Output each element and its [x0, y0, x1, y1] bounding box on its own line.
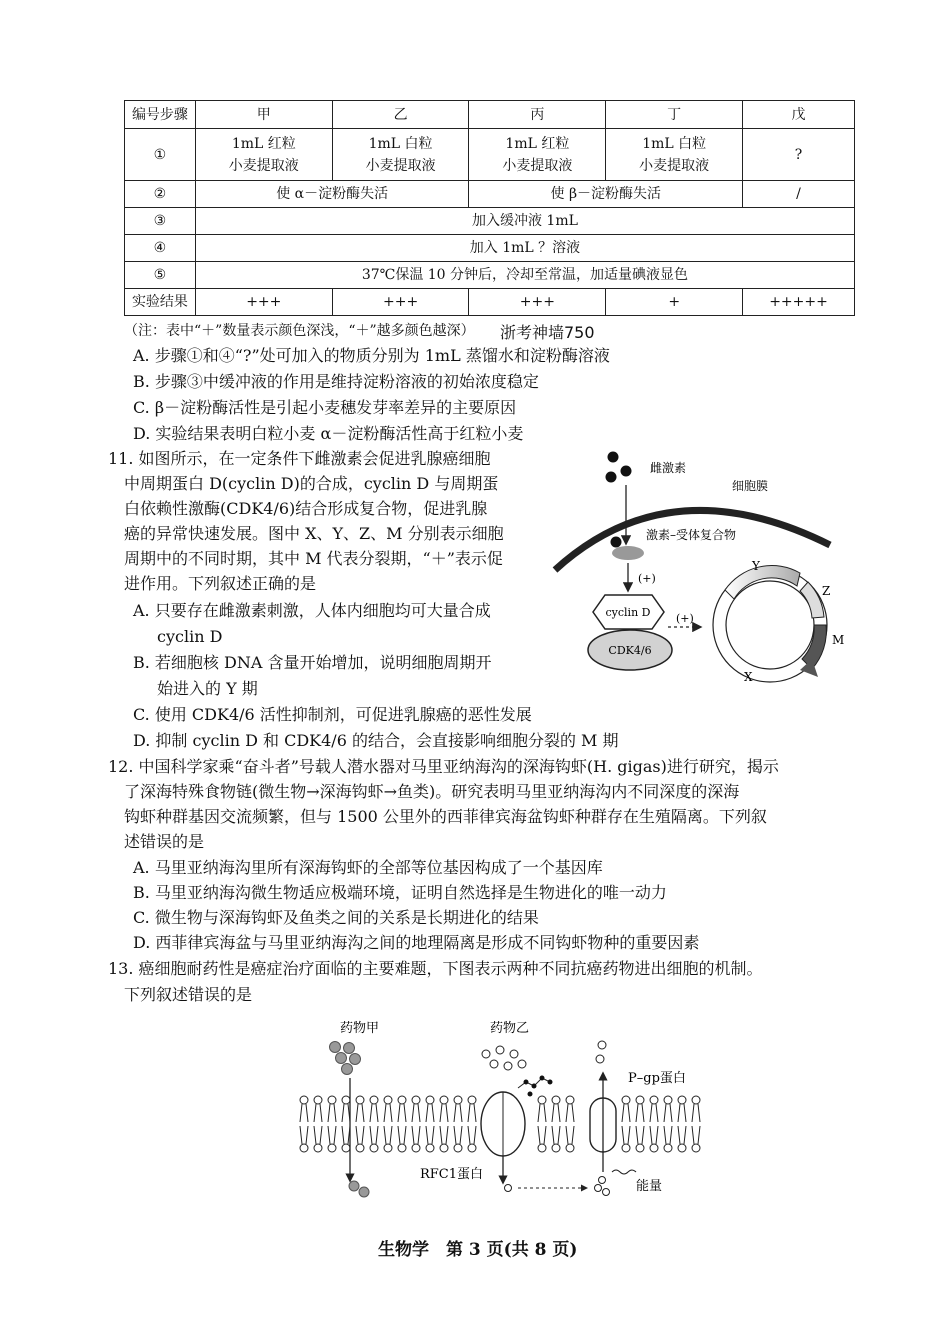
drug-a-dot	[349, 1181, 359, 1191]
drug-a-dot	[359, 1187, 369, 1197]
q11-stem: 11. 如图所示，在一定条件下雌激素会促进乳腺癌细胞	[108, 449, 491, 468]
q13-stem: 下列叙述错误的是	[124, 985, 253, 1004]
q11-option-b-cont: 始进入的 Y 期	[157, 679, 258, 698]
lipid-tail	[440, 1104, 448, 1122]
hormone-dot	[606, 472, 617, 483]
q12-option-b: B. 马里亚纳海沟微生物适应极端环境，证明自然选择是生物进化的唯一动力	[133, 883, 667, 902]
q12-stem: 12. 中国科学家乘“奋斗者”号载人潜水器对马里亚纳海沟的深海钩虾(H. gigas)进行研究，揭示	[108, 757, 779, 776]
drug-a-dot	[344, 1043, 355, 1054]
lipid-head	[342, 1096, 350, 1104]
q11-stem: 中周期蛋白 D(cyclin D)的合成，cyclin D 与周期蛋	[124, 474, 499, 493]
lipid-head	[314, 1144, 322, 1152]
drug-a-dot	[336, 1053, 347, 1064]
table-cell: 使 β－淀粉酶失活	[469, 181, 743, 208]
lipid-tail	[300, 1126, 308, 1144]
lipid-tail	[552, 1126, 560, 1144]
lipid-tail	[692, 1104, 700, 1122]
lipid-head	[370, 1144, 378, 1152]
lipid-tail	[622, 1126, 630, 1144]
q11-option-c: C. 使用 CDK4/6 活性抑制剂，可促进乳腺癌的恶性发展	[133, 705, 532, 724]
lipid-tail	[384, 1126, 392, 1144]
lipid-head	[664, 1144, 672, 1152]
lipid-head	[300, 1144, 308, 1152]
table-row	[125, 208, 855, 235]
lipid-head	[370, 1096, 378, 1104]
q11-option-d: D. 抑制 cyclin D 和 CDK4/6 的结合，会直接影响细胞分裂的 M 期	[133, 731, 619, 750]
table-header: 丙	[469, 101, 606, 129]
page-footer: 生物学 第 3 页(共 8 页)	[378, 1240, 578, 1260]
energy-label: 能量	[636, 1179, 663, 1194]
q12-stem: 述错误的是	[124, 832, 205, 851]
lipid-head	[356, 1096, 364, 1104]
q13-stem: 13. 癌细胞耐药性是癌症治疗面临的主要难题，下图表示两种不同抗癌药物进出细胞的机制。	[108, 959, 763, 978]
lipid-head	[692, 1096, 700, 1104]
lipid-tail	[300, 1104, 308, 1122]
lipid-tail	[650, 1126, 658, 1144]
step-label: 实验结果	[125, 289, 196, 316]
table-cell: 37℃保温 10 分钟后，冷却至常温，加适量碘液显色	[195, 262, 854, 289]
lipid-head	[678, 1144, 686, 1152]
phase-y-arrow	[725, 566, 800, 599]
q12-option-c: C. 微生物与深海钩虾及鱼类之间的关系是长期进化的结果	[133, 908, 539, 927]
hormone-dot	[608, 452, 619, 463]
lipid-tail	[692, 1126, 700, 1144]
lipid-tail	[566, 1104, 574, 1122]
step-label: ⑤	[125, 262, 196, 289]
q11-option-a-cont: cyclin D	[157, 627, 223, 646]
hormone-label: 雌激素	[650, 461, 687, 475]
lipid-tail	[468, 1126, 476, 1144]
hormone-dot	[621, 466, 632, 477]
table-cell: ?	[743, 129, 855, 181]
lipid-head	[566, 1144, 574, 1152]
table-cell: 1mL 红粒 小麦提取液	[195, 129, 332, 181]
lipid-head	[650, 1096, 658, 1104]
lipid-tail	[636, 1126, 644, 1144]
experiment-table	[124, 100, 855, 316]
lipid-head	[692, 1144, 700, 1152]
table-header: 丁	[606, 101, 743, 129]
lipid-tail	[468, 1104, 476, 1122]
q11-stem: 白依赖性激酶(CDK4/6)结合形成复合物，促进乳腺	[124, 499, 488, 518]
lipid-head	[440, 1144, 448, 1152]
lipid-tail	[384, 1104, 392, 1122]
lipid-head	[622, 1144, 630, 1152]
q12-stem: 钩虾种群基因交流频繁，但与 1500 公里外的西菲律宾海盆钩虾种群存在生殖隔离。下列叙	[124, 807, 767, 826]
lipid-head	[636, 1144, 644, 1152]
lipid-tail	[538, 1104, 546, 1122]
table-header: 戊	[743, 101, 855, 129]
lipid-head	[622, 1096, 630, 1104]
complex-label: 激素–受体复合物	[646, 528, 737, 542]
table-cell: 1mL 红粒 小麦提取液	[469, 129, 606, 181]
phase-m-arrow	[802, 625, 826, 669]
receptor	[612, 546, 644, 560]
q13-figure	[290, 1012, 710, 1212]
q12-option-a: A. 马里亚纳海沟里所有深海钩虾的全部等位基因构成了一个基因库	[133, 858, 603, 877]
q10-option-a: A. 步骤①和④“?”处可加入的物质分别为 1mL 蒸馏水和淀粉酶溶液	[133, 346, 610, 365]
step-label: ②	[125, 181, 196, 208]
q10-option-c: C. β－淀粉酶活性是引起小麦穗发芽率差异的主要原因	[133, 398, 517, 417]
table-header: 编号步骤	[125, 101, 196, 129]
lipid-tail	[454, 1126, 462, 1144]
lipid-head	[300, 1096, 308, 1104]
table-header: 乙	[332, 101, 469, 129]
q12-option-d: D. 西菲律宾海盆与马里亚纳海沟之间的地理隔离是形成不同钩虾物种的重要因素	[133, 933, 700, 952]
lipid-head	[328, 1096, 336, 1104]
lipid-head	[412, 1144, 420, 1152]
lipid-head	[454, 1096, 462, 1104]
watermark: 浙考神墙750	[500, 323, 595, 342]
lipid-tail	[566, 1126, 574, 1144]
lipid-head	[566, 1096, 574, 1104]
lipid-head	[538, 1096, 546, 1104]
lipid-head	[650, 1144, 658, 1152]
lipid-head	[398, 1096, 406, 1104]
drug-b-dot	[490, 1060, 498, 1068]
lipid-tail	[328, 1104, 336, 1122]
step-label: ①	[125, 129, 196, 181]
lipid-tail	[412, 1126, 420, 1144]
lipid-tail	[440, 1126, 448, 1144]
lipid-head	[426, 1144, 434, 1152]
table-cell: +++	[195, 289, 332, 316]
q10-option-d: D. 实验结果表明白粒小麦 α－淀粉酶活性高于红粒小麦	[133, 424, 524, 443]
drug-a-dot	[330, 1042, 341, 1053]
lipid-head	[398, 1144, 406, 1152]
drug-a-dot	[342, 1064, 353, 1075]
lipid-tail	[314, 1104, 322, 1122]
table-cell: +++++	[743, 289, 855, 316]
table-note: （注：表中“＋”数量表示颜色深浅，“＋”越多颜色越深）	[124, 323, 475, 339]
lipid-tail	[398, 1126, 406, 1144]
lipid-tail	[454, 1104, 462, 1122]
table-row	[125, 235, 855, 262]
lipid-head	[384, 1144, 392, 1152]
lipid-tail	[370, 1126, 378, 1144]
pgp-label: P–gp蛋白	[628, 1071, 686, 1086]
table-cell: +++	[332, 289, 469, 316]
q11-stem: 进作用。下列叙述正确的是	[124, 574, 317, 593]
table-cell: +	[606, 289, 743, 316]
lipid-tail	[426, 1104, 434, 1122]
q11-stem: 周期中的不同时期，其中 M 代表分裂期，“＋”表示促	[124, 549, 503, 568]
drug-b-dot	[510, 1050, 518, 1058]
lipid-head	[356, 1144, 364, 1152]
lipid-tail	[328, 1126, 336, 1144]
lipid-tail	[342, 1104, 350, 1122]
lipid-tail	[356, 1104, 364, 1122]
table-cell: 使 α－淀粉酶失活	[195, 181, 469, 208]
plus-label: (+)	[676, 612, 694, 625]
table-row	[125, 262, 855, 289]
lipid-head	[552, 1144, 560, 1152]
cdk-label: CDK4/6	[608, 644, 652, 657]
lipid-head	[314, 1096, 322, 1104]
table-row	[125, 181, 855, 208]
table-cell: 1mL 白粒 小麦提取液	[606, 129, 743, 181]
rfc1-label: RFC1蛋白	[420, 1167, 484, 1182]
membrane-label: 细胞膜	[732, 479, 769, 493]
phase-z-arrow	[800, 582, 824, 618]
lipid-head	[454, 1144, 462, 1152]
plus-label: (+)	[638, 572, 656, 585]
table-cell: /	[743, 181, 855, 208]
q11-figure	[550, 445, 860, 695]
lipid-tail	[636, 1104, 644, 1122]
lipid-head	[678, 1096, 686, 1104]
drug-a-label: 药物甲	[340, 1021, 380, 1036]
drug-b-dot	[518, 1060, 526, 1068]
cell-cycle-ring	[726, 581, 814, 669]
table-cell: 1mL 白粒 小麦提取液	[332, 129, 469, 181]
lipid-head	[412, 1096, 420, 1104]
lipid-tail	[412, 1104, 420, 1122]
table-cell: +++	[469, 289, 606, 316]
lipid-tail	[426, 1126, 434, 1144]
lipid-tail	[398, 1104, 406, 1122]
drug-b-dot	[482, 1050, 490, 1058]
table-header: 甲	[195, 101, 332, 129]
phase-z-label: Z	[822, 584, 831, 598]
lipid-tail	[538, 1126, 546, 1144]
lipid-tail	[650, 1104, 658, 1122]
q10-option-b: B. 步骤③中缓冲液的作用是维持淀粉溶液的初始浓度稳定	[133, 372, 539, 391]
lipid-head	[538, 1144, 546, 1152]
lipid-head	[664, 1096, 672, 1104]
lipid-tail	[370, 1104, 378, 1122]
lipid-tail	[664, 1104, 672, 1122]
lipid-tail	[678, 1104, 686, 1122]
lipid-tail	[314, 1126, 322, 1144]
lipid-head	[468, 1096, 476, 1104]
lipid-head	[440, 1096, 448, 1104]
lipid-tail	[622, 1104, 630, 1122]
step-label: ③	[125, 208, 196, 235]
step-label: ④	[125, 235, 196, 262]
lipid-tail	[678, 1126, 686, 1144]
q11-stem: 癌的异常快速发展。图中 X、Y、Z、M 分别表示细胞	[124, 524, 504, 543]
lipid-head	[342, 1144, 350, 1152]
phase-m-label: M	[832, 633, 845, 647]
lipid-head	[636, 1096, 644, 1104]
table-row	[125, 129, 855, 181]
lipid-tail	[552, 1104, 560, 1122]
cyclin-label: cyclin D	[605, 606, 651, 619]
q11-option-b: B. 若细胞核 DNA 含量开始增加，说明细胞周期开	[133, 653, 492, 672]
q12-stem: 了深海特殊食物链(微生物→深海钩虾→鱼类)。研究表明马里亚纳海沟内不同深度的深海	[124, 782, 740, 801]
phase-x-label: X	[744, 670, 753, 684]
table-row	[125, 289, 855, 316]
lipid-tail	[342, 1126, 350, 1144]
phase-y-label: Y	[752, 559, 760, 573]
hormone-dot	[611, 537, 622, 548]
lipid-head	[552, 1096, 560, 1104]
drug-a-dot	[350, 1054, 361, 1065]
lipid-tail	[664, 1126, 672, 1144]
lipid-head	[328, 1144, 336, 1152]
drug-b-label: 药物乙	[490, 1021, 530, 1036]
drug-b-dot	[504, 1062, 512, 1070]
table-header-row	[125, 101, 855, 129]
lipid-head	[384, 1096, 392, 1104]
table-cell: 加入 1mL ？溶液	[195, 235, 854, 262]
lipid-tail	[356, 1126, 364, 1144]
lipid-head	[468, 1144, 476, 1152]
q11-option-a: A. 只要存在雌激素刺激，人体内细胞均可大量合成	[133, 601, 491, 620]
drug-b-dot	[496, 1046, 504, 1054]
lipid-head	[426, 1096, 434, 1104]
table-cell: 加入缓冲液 1mL	[195, 208, 854, 235]
energy-squiggle	[612, 1170, 636, 1174]
